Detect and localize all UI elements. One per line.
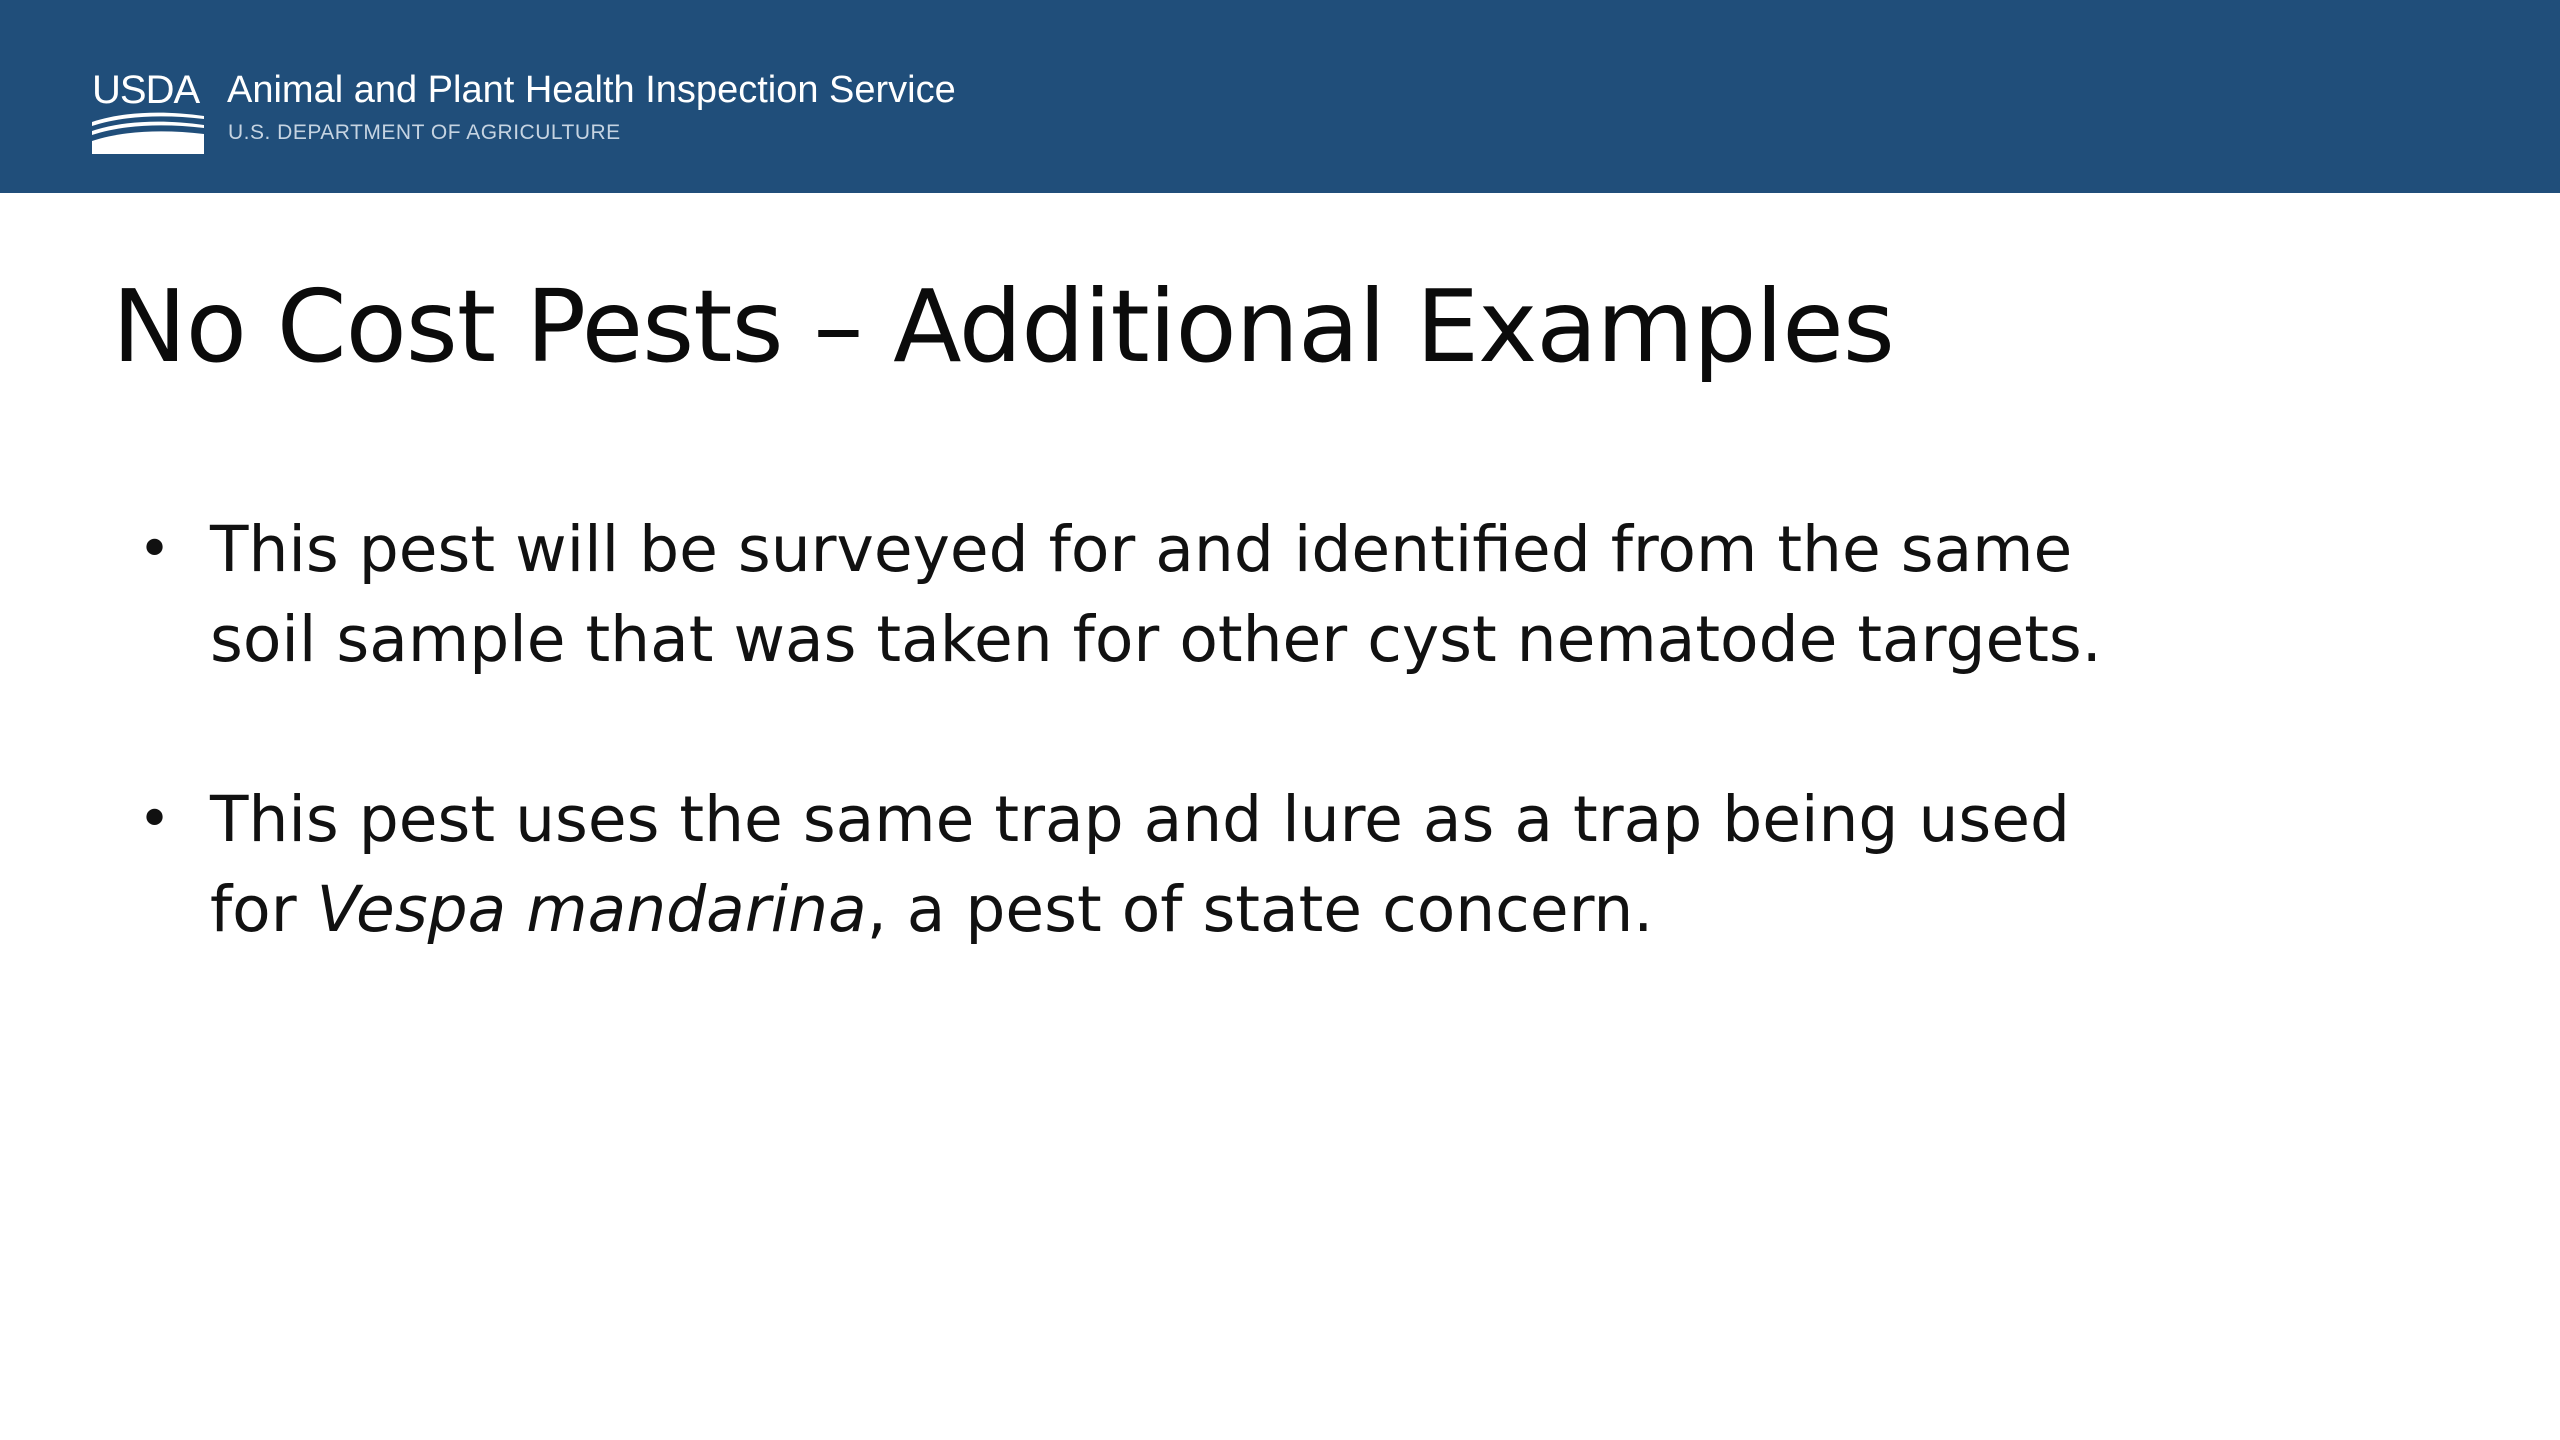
usda-logo-waves-icon [92, 108, 204, 154]
bullet-text-line: soil sample that was taken for other cyst nematode targets. [210, 603, 2102, 676]
agency-name: Animal and Plant Health Inspection Service [227, 69, 956, 111]
slide-title: No Cost Pests – Additional Examples [112, 268, 1894, 385]
bullet-marker: • [138, 517, 172, 582]
usda-logo [92, 70, 204, 154]
bullet-marker: • [138, 787, 172, 852]
bullet-item [138, 775, 2110, 955]
header-banner [0, 0, 2560, 193]
bullet-text-prefix: for [210, 873, 317, 946]
department-name: U.S. DEPARTMENT OF AGRICULTURE [228, 121, 621, 144]
bullet-text-line: This pest will be surveyed for and identified from the same [210, 513, 2073, 586]
bullet-text-suffix: , a pest of state concern. [866, 873, 1654, 946]
bullet-item [138, 505, 2110, 685]
bullet-text-line [210, 865, 2110, 955]
bullet-text-line: This pest uses the same trap and lure as a trap being used [210, 783, 2070, 856]
usda-logo-text: USDA [92, 68, 200, 112]
species-name: Vespa mandarina [316, 873, 867, 946]
